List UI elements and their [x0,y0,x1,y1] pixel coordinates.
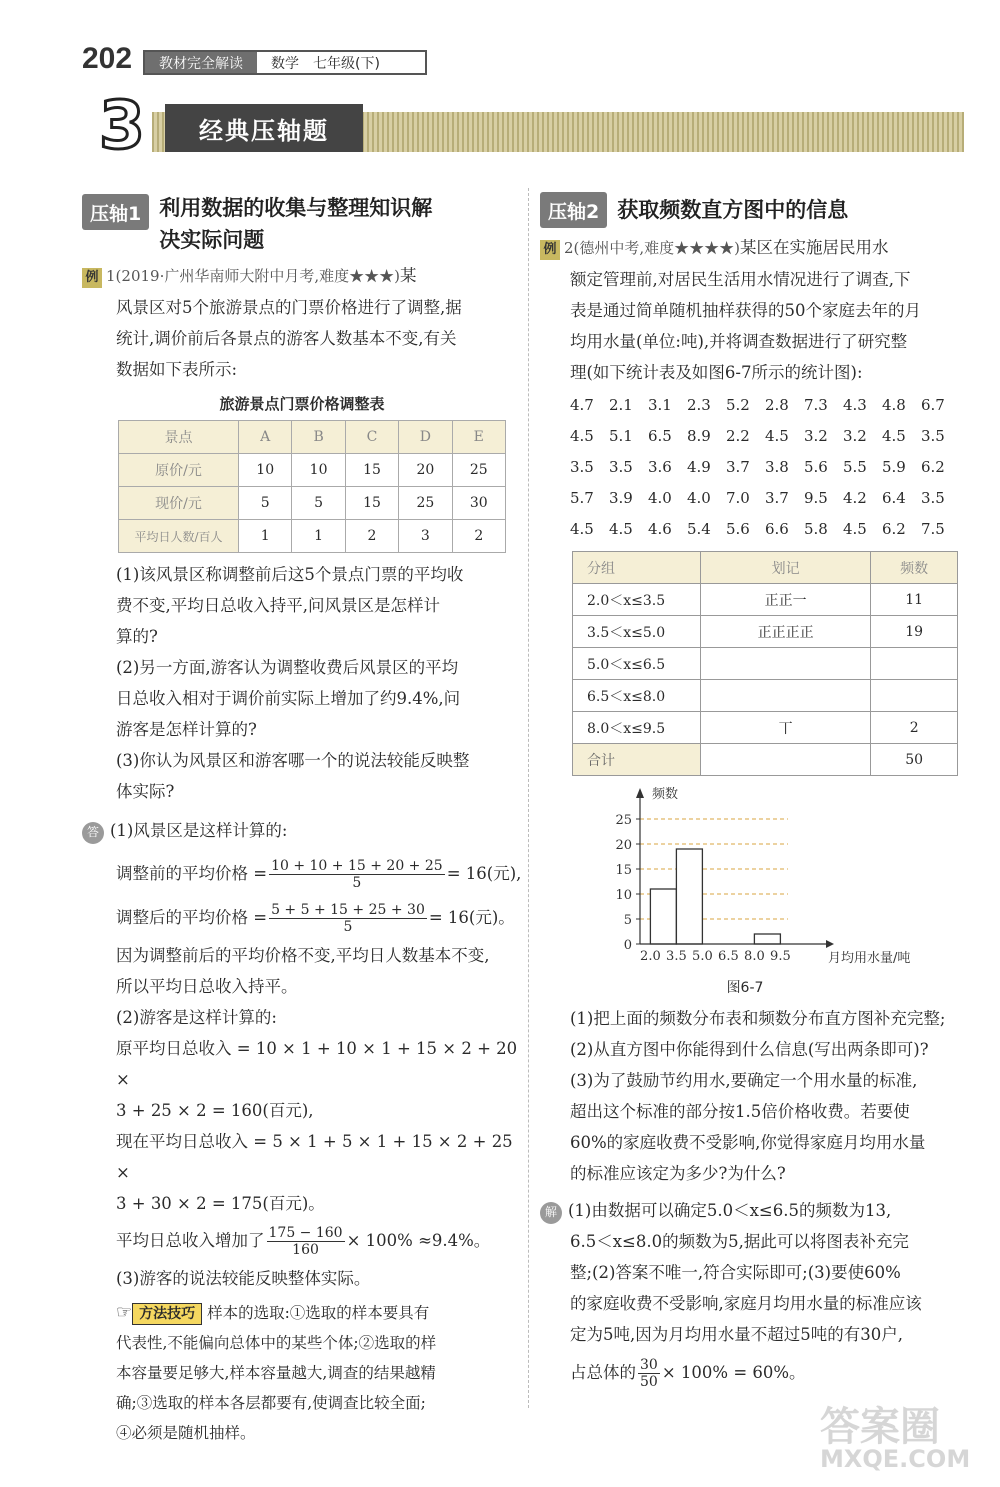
data-value: 4.8 [882,396,906,414]
data-value: 4.5 [765,427,789,445]
topic-title: 利用数据的收集与整理知识解 决实际问题 [159,196,433,252]
table-header-row: 分组 划记 频数 [573,552,958,584]
example-problem: 例 1(2019·广州华南师大附中月考,难度★★★)某 风景区对5个旅游景点的门票价格进行了调整,据 统计,调价前后各景点的游客人数基本不变,有关 数据如下表所示: [82,260,522,385]
topic-tag: 压轴2 [540,192,607,228]
data-value: 3.8 [765,458,789,476]
histogram-bar [754,934,780,944]
topic-title: 获取频数直方图中的信息 [617,198,849,222]
x-tick-label: 9.5 [770,949,791,964]
data-value: 4.5 [609,520,633,538]
table-row: 5.0＜x≤6.5 [573,648,958,680]
data-value: 3.5 [921,489,945,507]
data-value: 4.9 [687,458,711,476]
data-row [570,421,970,452]
data-value: 3.7 [765,489,789,507]
data-value: 2.2 [726,427,750,445]
price-table [118,420,506,553]
topic-tag: 压轴1 [82,194,149,230]
data-value: 3.6 [648,458,672,476]
data-value: 5.6 [726,520,750,538]
data-value: 2.8 [765,396,789,414]
x-tick-label: 8.0 [744,949,765,964]
fraction: $\frac{30}{50}$ [640,1357,658,1390]
data-value: 4.0 [687,489,711,507]
data-value: 4.0 [648,489,672,507]
data-row [570,390,970,421]
data-value: 2.3 [687,396,711,414]
data-value: 3.5 [570,458,594,476]
raw-data [540,390,970,545]
data-value: 6.4 [882,489,906,507]
data-value: 4.2 [843,489,867,507]
method-tip: ☞ 方法技巧 样本的选取:①选取的样本要具有 代表性,不能偏向总体中的某些个体;②选取的样 本容量要足够大,样本容量越大,调查的结果越精 确;③选取的样本各层都要有,使调查比较全面; ④必须是随机抽样。 [116,1302,437,1442]
data-value: 5.8 [804,520,828,538]
data-value: 3.7 [726,458,750,476]
data-value: 3.5 [609,458,633,476]
x-axis-arrow [826,940,834,948]
book-header-bar [143,50,427,75]
table-row: 合计 50 [573,744,958,776]
data-value: 5.4 [687,520,711,538]
fraction: $\frac{5 + 5 + 15 + 25 + 30}{5}$ [271,902,425,935]
x-tick-label: 5.0 [692,949,713,964]
data-value: 3.2 [843,427,867,445]
data-value: 7.3 [804,396,828,414]
y-tick-label: 0 [623,938,632,953]
data-value: 5.6 [804,458,828,476]
example-icon: 例 [82,268,102,288]
data-value: 7.0 [726,489,750,507]
data-value: 6.2 [882,520,906,538]
x-axis-label: 月均用水量/吨 [828,951,911,966]
y-tick-label: 25 [615,813,632,828]
data-row [570,483,970,514]
histogram-bar [676,849,702,944]
frequency-table [572,551,958,776]
example-problem: 例 2(德州中考,难度★★★★)某区在实施居民用水 额定管理前,对居民生活用水情况进行了调查,下 表是通过简单随机抽样获得的50个家庭去年的月 均用水量(单位:吨),并将调查数据进行了研究整 理(如下统计表及如图6-7所示的统计图): [540,232,970,388]
example-icon: 例 [540,240,560,260]
answer-block: 解 (1)由数据可以确定5.0＜x≤6.5的频数为13, 6.5＜x≤8.0的频数为5,据此可以将图表补充完 整;(2)答案不唯一,符合实际即可;(3)要使60% 的家庭收费不受影响,家庭月均用水量的标准应该 定为5吨,因为月均用水量不超过5吨的有30户, 占总体的 $\frac{30}{50}$ × 100% = 60%。 [540,1195,970,1396]
data-value: 3.5 [921,427,945,445]
table-row: 6.5＜x≤8.0 [573,680,958,712]
watermark-logo: 答案圈 [820,1404,940,1450]
figure-caption: 图6-7 [726,980,764,996]
data-value: 6.5 [648,427,672,445]
tip-label: 方法技巧 [132,1303,202,1325]
left-column [82,192,522,1448]
y-axis-arrow [636,788,644,798]
y-tick-label: 5 [623,913,632,928]
data-value: 4.6 [648,520,672,538]
watermark-url: MXQE.COM [820,1445,971,1473]
questions: (1)把上面的频数分布表和频数分布直方图补充完整; (2)从直方图中你能得到什么信息(写出两条即可)? (3)为了鼓励节约用水,要确定一个用水量的标准, 超出这个标准的部分按1.5倍价格收费。若要使 60%的家庭收费不受影响,你觉得家庭月均用水量 的标准应该定为多少?为什么? [570,1009,946,1183]
histogram-bar [650,889,676,944]
data-value: 2.1 [609,396,633,414]
pointing-hand-icon: ☞ [116,1302,133,1323]
data-value: 6.6 [765,520,789,538]
x-tick-label: 2.0 [640,949,661,964]
column-divider [528,188,529,1408]
data-value: 5.7 [570,489,594,507]
data-value: 5.1 [609,427,633,445]
subject-label: 数学 七年级(下) [271,55,380,72]
data-value: 3.1 [648,396,672,414]
fraction: $\frac{175 - 160}{160}$ [268,1225,343,1258]
table-row: 原价/元 10 10 15 20 25 [119,454,506,487]
fraction: $\frac{10 + 10 + 15 + 20 + 25}{5}$ [271,858,443,891]
data-value: 4.5 [882,427,906,445]
y-tick-label: 15 [615,863,632,878]
x-tick-label: 3.5 [666,949,687,964]
data-value: 9.5 [804,489,828,507]
data-value: 3.2 [804,427,828,445]
data-value: 6.7 [921,396,945,414]
questions: (1)该风景区称调整前后这5个景点门票的平均收 费不变,平均日总收入持平,问风景区是怎样计 算的? (2)另一方面,游客认为调整收费后风景区的平均 日总收入相对于调价前实际上增加了约9.4%,问 游客是怎样计算的? (3)你认为风景区和游客哪一个的说法较能反映整 体实际? [116,565,470,801]
data-value: 4.5 [843,520,867,538]
table-row: 现价/元 5 5 15 25 30 [119,487,506,520]
data-value: 5.9 [882,458,906,476]
table-row: 平均日人数/百人 1 1 2 3 2 [119,520,506,553]
data-value: 4.7 [570,396,594,414]
data-row [570,514,970,545]
data-value: 8.9 [687,427,711,445]
section-title: 经典压轴题 [165,104,363,152]
data-value: 4.5 [570,427,594,445]
data-value: 4.5 [570,520,594,538]
answer-icon: 答 [82,822,104,844]
right-column [540,192,970,1396]
data-value: 5.2 [726,396,750,414]
y-tick-label: 20 [615,838,632,853]
book-title: 教材完全解读 [145,52,257,73]
data-value: 3.9 [609,489,633,507]
x-tick-label: 6.5 [718,949,739,964]
data-value: 4.3 [843,396,867,414]
table-row: 2.0＜x≤3.5 正正一 11 [573,584,958,616]
page-number: 202 [82,42,133,75]
y-tick-label: 10 [615,888,632,903]
histogram-chart [610,784,940,979]
data-value: 5.5 [843,458,867,476]
answer-icon: 解 [540,1202,562,1224]
section-number: 3 [86,92,158,160]
table-row: 8.0＜x≤9.5 丅 2 [573,712,958,744]
table-header-row: 景点 A B C D E [119,421,506,454]
data-row [570,452,970,483]
table-row: 3.5＜x≤5.0 正正正正 19 [573,616,958,648]
y-axis-label: 频数 [652,787,679,802]
data-value: 7.5 [921,520,945,538]
answer-block: 答 (1)风景区是这样计算的: 调整前的平均价格 = $\frac{10 + 10 + 15 + 20 + 25}{5}$ = 16(元), 调整后的平均价格 = $\frac{5 + 5 + 15 + 25 + 30}{5}$ = 16(元)。 因为调整前后的平均价格不变,平均日人数基本不变, 所以平均日总收入持平。 (2)游客是这样计算的: 原平均日总收入 = 10 × 1 + 10 × 1 + 15 × 2 + 20 × 3 + 25 × 2 = 160(百元), 现在平均日总收入 = 5 × 1 + 5 × 1 + 15 × 2 + 25 × 3 + 30 × 2 = 175(百元)。 平均日总收入增加了 $\frac{175 - 160}{160}$ × 100% ≈9.4%。 (3)游客的说法较能反映整体实际。 [82,815,522,1294]
table-title: 旅游景点门票价格调整表 [219,395,385,413]
data-value: 6.2 [921,458,945,476]
